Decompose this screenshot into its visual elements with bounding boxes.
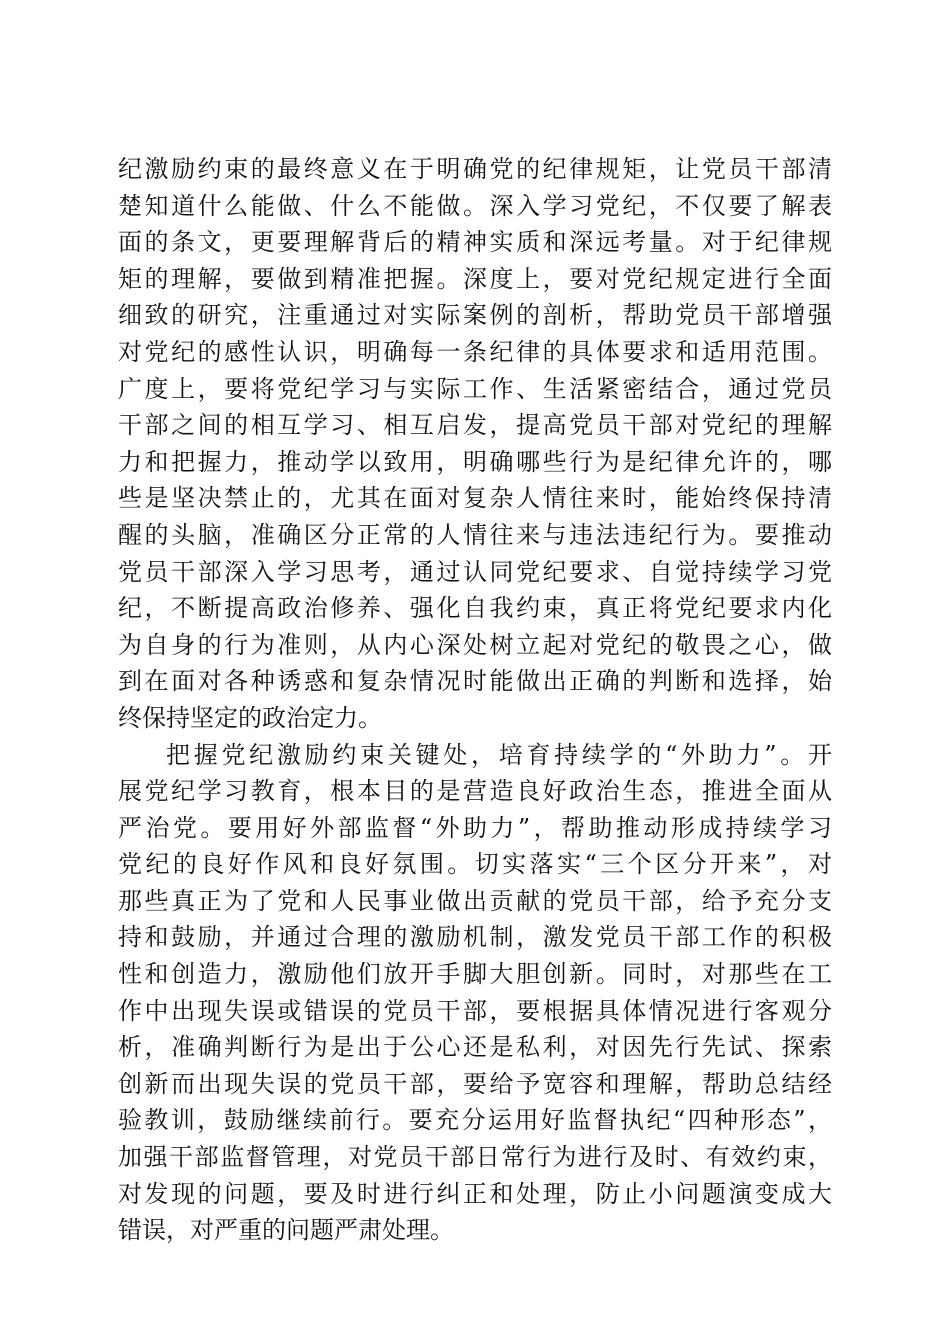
text-line: 醒的头脑，准确区分正常的人情往来与违法违纪行为。要推动 [118,520,832,549]
text-line: 面的条文，更要理解背后的精神实质和深远考量。对于纪律规 [118,228,832,257]
text-line: 干部之间的相互学习、相互启发，提高党员干部对党纪的理解 [118,411,832,440]
text-line: 些是坚决禁止的，尤其在面对复杂人情往来时，能始终保持清 [118,484,832,513]
text-line: 验教训，鼓励继续前行。要充分运用好监督执纪“四种形态”， [118,1106,832,1135]
text-line: 细致的研究，注重通过对实际案例的剖析，帮助党员干部增强 [118,301,832,330]
document-body [118,151,832,1249]
text-line: 到在面对各种诱惑和复杂情况时能做出正确的判断和选择，始 [118,667,832,696]
text-line: 作中出现失误或错误的党员干部，要根据具体情况进行客观分 [118,996,832,1025]
text-line: 楚知道什么能做、什么不能做。深入学习党纪，不仅要了解表 [118,191,832,220]
text-line: 创新而出现失误的党员干部，要给予宽容和理解，帮助总结经 [118,1069,832,1098]
text-line: 严治党。要用好外部监督“外助力”，帮助推动形成持续学习 [118,813,832,842]
text-line: 对党纪的感性认识，明确每一条纪律的具体要求和适用范围。 [118,337,832,366]
text-line: 党纪的良好作风和良好氛围。切实落实“三个区分开来”，对 [118,850,832,879]
text-line: 持和鼓励，并通过合理的激励机制，激发党员干部工作的积极 [118,923,832,952]
text-line: 加强干部监督管理，对党员干部日常行为进行及时、有效约束， [118,1143,832,1172]
text-line: 为自身的行为准则，从内心深处树立起对党纪的敬畏之心，做 [118,630,832,659]
text-line: 矩的理解，要做到精准把握。深度上，要对党纪规定进行全面 [118,264,832,293]
paragraph-2 [118,737,832,1249]
text-line: 展党纪学习教育，根本目的是营造良好政治生态，推进全面从 [118,777,832,806]
text-line: 性和创造力，激励他们放开手脚大胆创新。同时，对那些在工 [118,960,832,989]
text-line: 对发现的问题，要及时进行纠正和处理，防止小问题演变成大 [118,1179,832,1208]
text-line: 错误，对严重的问题严肃处理。 [118,1216,454,1245]
text-line: 析，准确判断行为是出于公心还是私利，对因先行先试、探索 [118,1033,832,1062]
text-line: 纪激励约束的最终意义在于明确党的纪律规矩，让党员干部清 [118,155,832,183]
text-line: 广度上，要将党纪学习与实际工作、生活紧密结合，通过党员 [118,374,832,403]
text-line: 纪，不断提高政治修养、强化自我约束，真正将党纪要求内化 [118,594,832,623]
text-line: 党员干部深入学习思考，通过认同党纪要求、自觉持续学习党 [118,557,832,586]
paragraph-1 [118,151,832,737]
text-line: 把握党纪激励约束关键处，培育持续学的“外助力”。开 [166,740,832,769]
text-line: 力和把握力，推动学以致用，明确哪些行为是纪律允许的，哪 [118,447,832,476]
text-line: 终保持坚定的政治定力。 [118,703,382,732]
text-line: 那些真正为了党和人民事业做出贡献的党员干部，给予充分支 [118,886,832,915]
